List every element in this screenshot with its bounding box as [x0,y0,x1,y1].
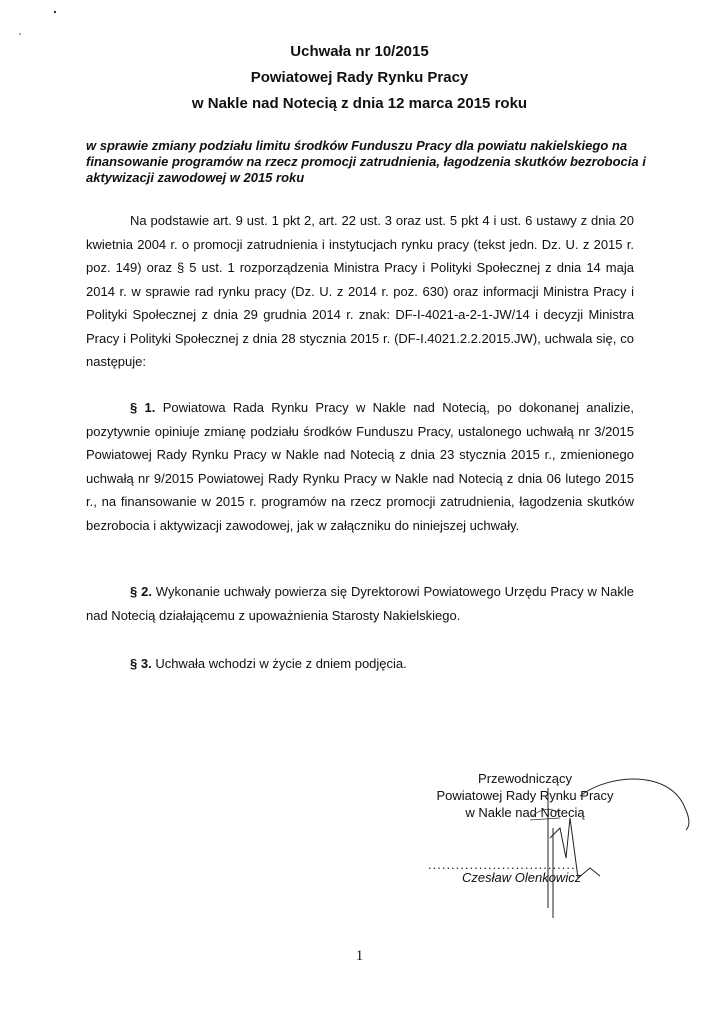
signer-role-line1: Przewodniczący [478,771,572,786]
section-2-text: Wykonanie uchwały powierza się Dyrektorowi Powiatowego Urzędu Pracy w Nakle nad Notecią działającemu z upoważnienia Starosty Nakielskiego. [86,584,634,623]
resolution-subject: w sprawie zmiany podziału limitu środków Funduszu Pracy dla powiatu nakielskiego na finansowanie programów na rzecz promocji zatrudnienia, łagodzenia skutków bezrobocia i aktywizacji zawodowej w 2015 roku [86,138,646,185]
section-3-mark: § 3. [130,656,152,671]
handwritten-signature [520,768,700,918]
page-number: 1 [355,948,364,964]
resolution-number: Uchwała nr 10/2015 [290,43,429,60]
signer-role-line3: w Nakle nad Notecią [465,805,585,820]
section-1 [86,396,634,537]
signer-name: Czesław Olenkowicz [462,870,582,885]
section-1-text: Powiatowa Rada Rynku Pracy w Nakle nad Notecią, po dokonanej analizie, pozytywnie opiniuje zmianę podziału środków Funduszu Pracy, ustalonego uchwałą nr 3/2015 Powiatowej Rady Rynku Pracy w Nakle nad Notecią z dnia 23 stycznia 2015 r., zmienionego uchwałą nr 9/2015 Powiatowej Rady Rynku Pracy w Nakle nad Notecią z dnia 06 lutego 2015 r., na finansowanie w 2015 r. programów na rzecz promocji zatrudnienia, łagodzenia skutków bezrobocia i aktywizacji zawodowej, jak w załączniku do niniejszej uchwały. [86,400,634,533]
section-2 [86,580,634,627]
legal-basis-paragraph: Na podstawie art. 9 ust. 1 pkt 2, art. 22 ust. 3 oraz ust. 5 pkt 4 i ust. 6 ustawy z dnia 20 kwietnia 2004 r. o promocji zatrudnienia i instytucjach rynku pracy (tekst jedn. Dz. U. z 2015 r. poz. 149) oraz § 5 ust. 1 rozporządzenia Ministra Pracy i Polityki Społecznej z dnia 14 maja 2014 r. w sprawie rad rynku pracy (Dz. U. z 2014 r. poz. 630) oraz informacji Ministra Pracy i Polityki Społecznej z dnia 29 grudnia 2014 r. znak: DF-I-4021-a-2-1-JW/14 i decyzji Ministra Pracy i Polityki Społecznej z dnia 28 stycznia 2015 r. (DF-I.4021.2.2.2015.JW), uchwala się, co następuje: [86,213,634,369]
section-1-mark: § 1. [130,400,156,415]
signer-role-line2: Powiatowej Rady Rynku Pracy [436,788,614,803]
signature-dotted-line: ................................ [428,857,576,872]
section-3 [86,652,634,676]
section-2-mark: § 2. [130,584,152,599]
section-3-text: Uchwała wchodzi w życie z dniem podjęcia. [155,656,407,671]
council-name: Powiatowej Rady Rynku Pracy [250,69,469,86]
resolution-place-date: w Nakle nad Notecią z dnia 12 marca 2015 roku [191,95,528,112]
